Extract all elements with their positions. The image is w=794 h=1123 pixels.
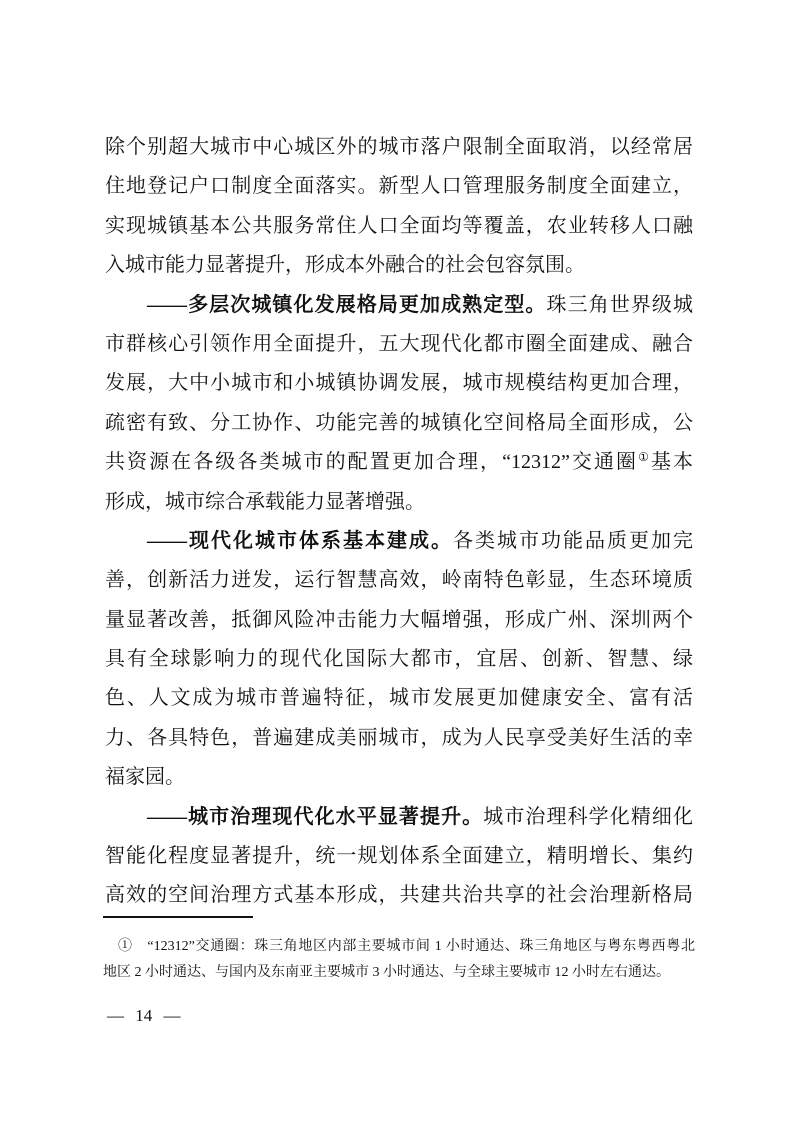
text-segment: 善，创新活力迸发，运行智慧高效，岭南特色彰显，生态环境质 bbox=[105, 569, 693, 592]
text-segment: 具有全球影响力的现代化国际大都市，宜居、创新、智慧、绿 bbox=[105, 648, 693, 671]
paragraph bbox=[105, 128, 693, 286]
text-segment: 疏密有致、分工协作、功能完善的城镇化空间格局全面形成，公 bbox=[105, 411, 693, 434]
text-line bbox=[105, 483, 693, 522]
text-line bbox=[105, 876, 693, 915]
text-line bbox=[105, 798, 693, 837]
bold-lead-in-text: ——现代化城市体系基本建成。 bbox=[147, 529, 453, 552]
paragraph bbox=[105, 798, 693, 916]
footnote-reference-marker: ① bbox=[638, 450, 651, 465]
text-line bbox=[105, 286, 693, 325]
text-line bbox=[105, 207, 693, 246]
text-segment: 入城市能力显著提升，形成本外融合的社会包容氛围。 bbox=[105, 254, 585, 277]
text-line bbox=[105, 325, 693, 364]
text-line bbox=[105, 404, 693, 443]
text-line bbox=[105, 167, 693, 206]
text-line bbox=[105, 640, 693, 679]
text-line bbox=[105, 246, 693, 285]
text-segment: 住地登记户口制度全面落实。新型人口管理服务制度全面建立， bbox=[105, 175, 693, 198]
text-segment: 基本 bbox=[650, 451, 693, 474]
bold-lead-in-text: ——城市治理现代化水平显著提升。 bbox=[147, 805, 484, 828]
footnote-separator-line bbox=[103, 916, 253, 918]
text-segment: 共资源在各级各类城市的配置更加合理，“12312”交通圈 bbox=[105, 451, 639, 474]
text-line bbox=[105, 719, 693, 758]
bold-lead-in-text: ——多层次城镇化发展格局更加成熟定型。 bbox=[147, 293, 547, 316]
text-segment: 力、各具特色，普遍建成美丽城市，成为人民享受美好生活的幸 bbox=[105, 726, 693, 749]
text-segment: 智能化程度显著提升，统一规划体系全面建立，精明增长、集约 bbox=[105, 845, 693, 868]
text-line bbox=[105, 561, 693, 600]
text-line bbox=[105, 679, 693, 718]
text-segment: 除个别超大城市中心城区外的城市落户限制全面取消，以经常居 bbox=[105, 136, 693, 158]
text-segment: 城市治理科学化精细化 bbox=[483, 805, 693, 828]
footnote-line bbox=[103, 934, 695, 960]
text-segment: 形成，城市综合承载能力显著增强。 bbox=[105, 490, 425, 513]
footnote-line bbox=[103, 960, 695, 986]
text-segment: 福家园。 bbox=[105, 766, 185, 789]
text-line bbox=[105, 128, 693, 167]
text-segment: 地区 2 小时通达、与国内及东南亚主要城市 3 小时通达、与全球主要城市 12 小时左右通达。 bbox=[103, 965, 670, 980]
text-segment: 各类城市功能品质更加完 bbox=[453, 529, 693, 552]
text-line bbox=[105, 522, 693, 561]
text-segment: ① “12312”交通圈：珠三角地区内部主要城市间 1 小时通达、珠三角地区与粤东粤西粤北 bbox=[118, 939, 695, 954]
text-line bbox=[105, 443, 693, 482]
text-line bbox=[105, 758, 693, 797]
text-line bbox=[105, 364, 693, 403]
text-segment: 发展，大中小城市和小城镇协调发展，城市规模结构更加合理， bbox=[105, 372, 693, 395]
paragraph bbox=[105, 286, 693, 522]
text-segment: 实现城镇基本公共服务常住人口全面均等覆盖，农业转移人口融 bbox=[105, 214, 693, 237]
page-number: — 14 — bbox=[107, 1006, 181, 1025]
text-line bbox=[105, 837, 693, 876]
text-segment: 高效的空间治理方式基本形成，共建共治共享的社会治理新格局 bbox=[105, 884, 693, 907]
text-line bbox=[105, 601, 693, 640]
footnote-block bbox=[103, 934, 695, 986]
text-segment: 量显著改善，抵御风险冲击能力大幅增强，形成广州、深圳两个 bbox=[105, 608, 693, 631]
text-segment: 色、人文成为城市普遍特征，城市发展更加健康安全、富有活 bbox=[105, 687, 693, 710]
paragraph bbox=[105, 522, 693, 798]
text-segment: 珠三角世界级城 bbox=[546, 293, 693, 316]
text-segment: 市群核心引领作用全面提升，五大现代化都市圈全面建成、融合 bbox=[105, 332, 693, 355]
body-text-block bbox=[105, 128, 693, 916]
